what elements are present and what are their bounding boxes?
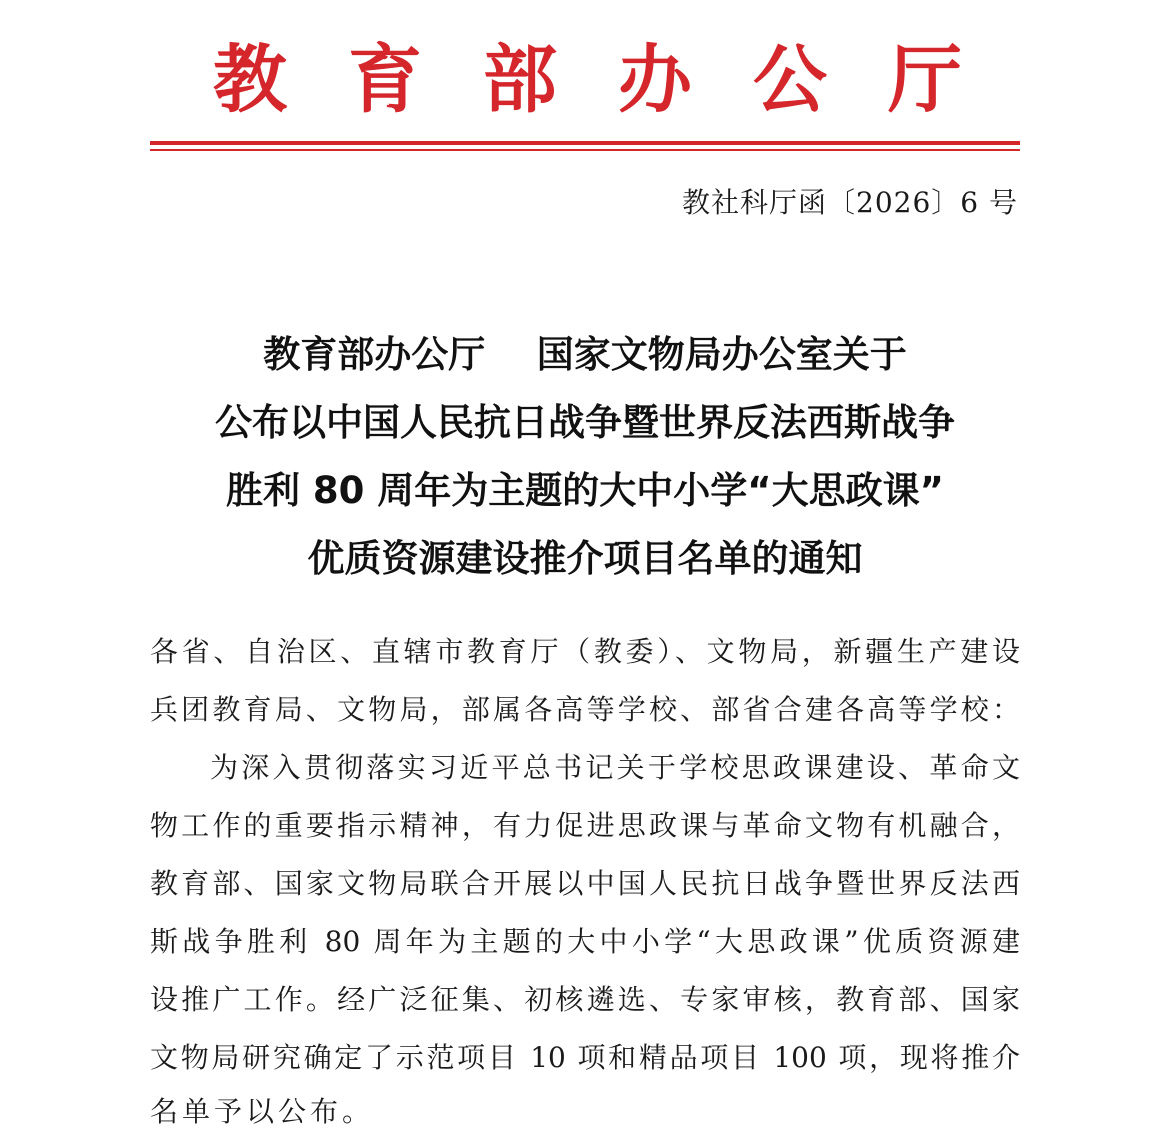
paragraph-line: 斯战争胜利 80 周年为主题的大中小学“大思政课”优质资源建 [150,925,1020,958]
letterhead-char: 公 [753,37,827,123]
letterhead [0,30,1170,130]
letterhead-char: 部 [483,37,557,123]
letterhead-rule-thin [150,149,1020,151]
title-line: 公布以中国人民抗日战争暨世界反法西斯战争 [215,401,955,444]
letterhead-char: 办 [618,37,692,123]
document-number: 教社科厅函〔2026〕6 号 [682,186,1018,219]
letterhead-char: 教 [213,37,287,123]
paragraph-line: 教育部、国家文物局联合开展以中国人民抗日战争暨世界反法西 [150,867,1020,900]
letterhead-char: 厅 [888,37,962,123]
letterhead-rule-thick [150,141,1020,145]
paragraph-line: 名单予以公布。 [150,1095,375,1128]
addressee-line: 各省、自治区、直辖市教育厅（教委）、文物局，新疆生产建设 [150,635,1020,668]
letterhead-char: 育 [348,37,422,123]
title-line: 胜利 80 周年为主题的大中小学“大思政课” [226,469,944,512]
paragraph-line: 为深入贯彻落实习近平总书记关于学校思政课建设、革命文 [210,751,1020,784]
paragraph-line: 文物局研究确定了示范项目 10 项和精品项目 100 项，现将推介 [150,1041,1020,1074]
paragraph-line: 物工作的重要指示精神，有力促进思政课与革命文物有机融合， [150,809,1020,842]
title-line: 教育部办公厅 国家文物局办公室关于 [263,333,907,376]
paragraph-line: 设推广工作。经广泛征集、初核遴选、专家审核，教育部、国家 [150,983,1020,1016]
addressee-line: 兵团教育局、文物局，部属各高等学校、部省合建各高等学校： [150,693,1020,726]
title-line: 优质资源建设推介项目名单的通知 [307,537,863,580]
